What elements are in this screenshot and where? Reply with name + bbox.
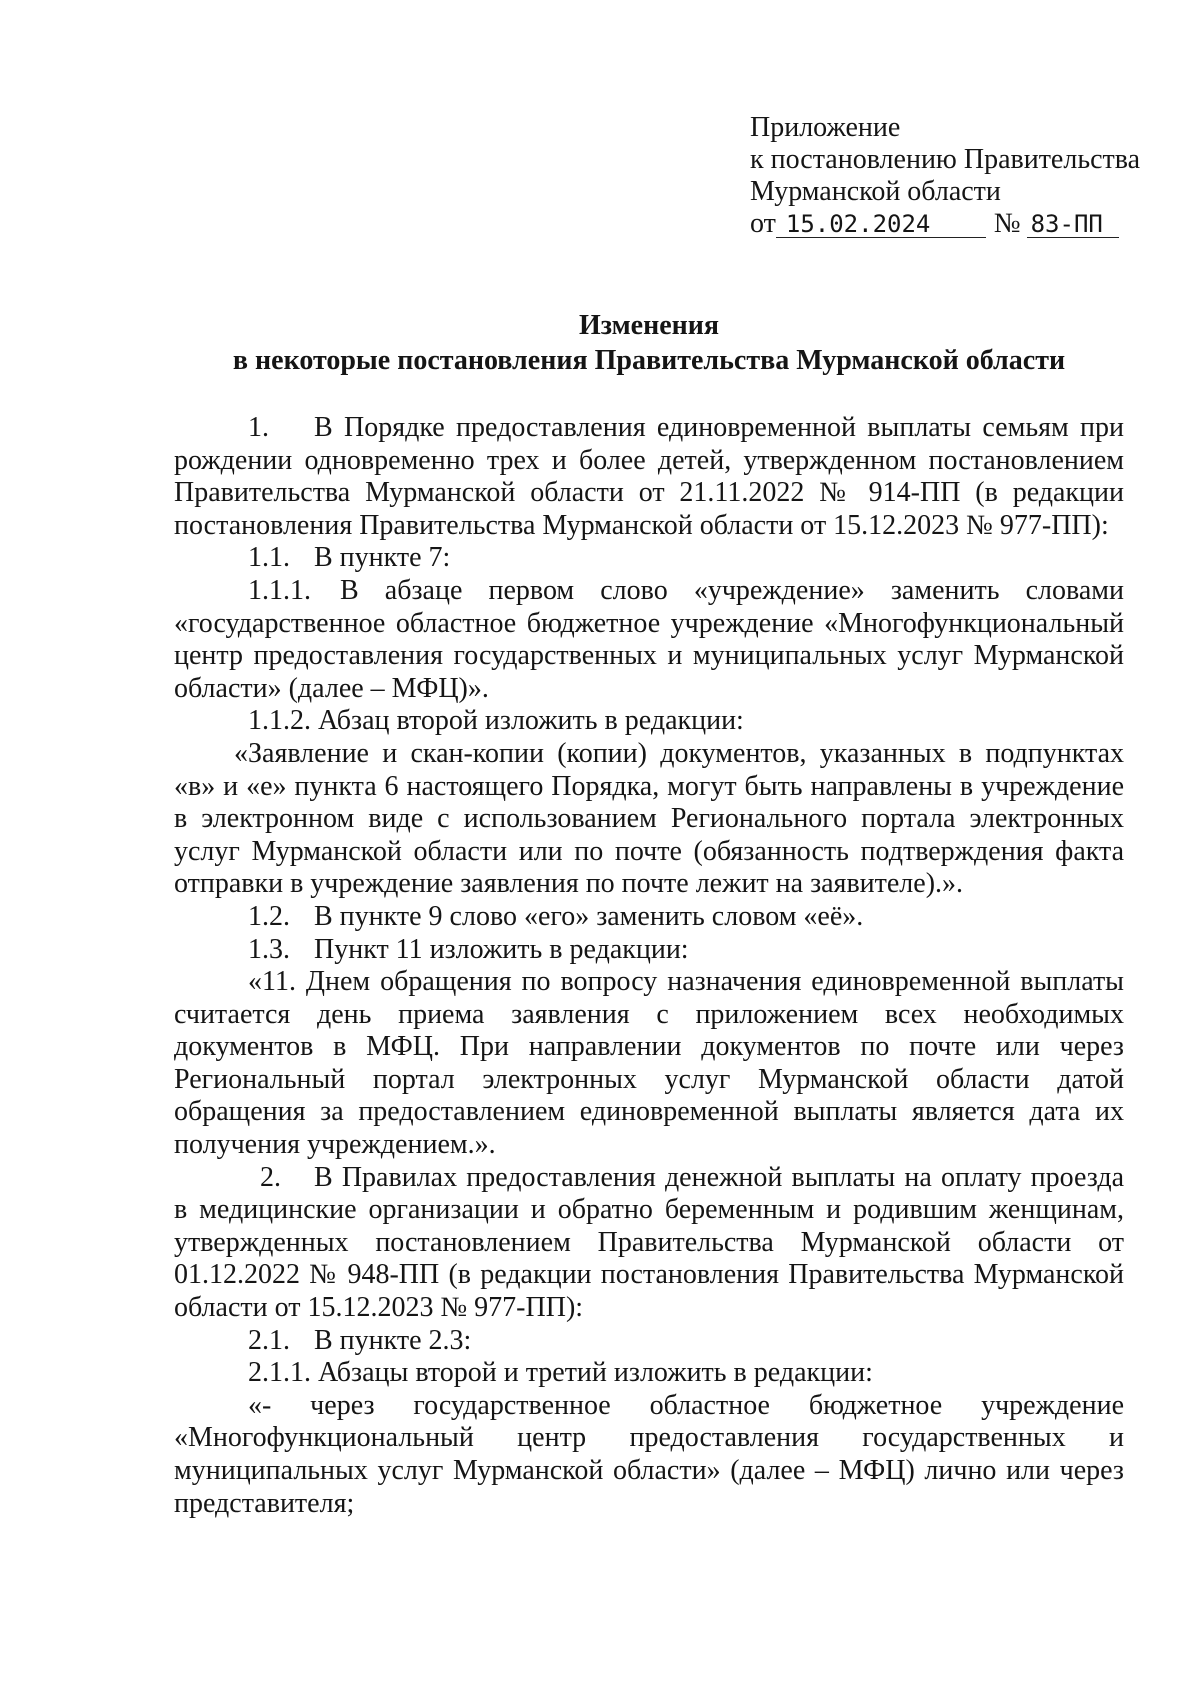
paragraph-2-1-1-quote: «- через государственное областное бюджетное учреждение «Многофункциональный центр предоставления государственных и муниципальных услуг Мурманской области» (далее – МФЦ) лично или через представителя; (174, 1389, 1124, 1519)
paragraph-1-3-number: 1.3. (248, 933, 290, 965)
paragraph-1-1-2: 1.1.2. Абзац второй изложить в редакции: (248, 705, 744, 737)
annex-number-label: № (993, 208, 1021, 239)
annex-date: 15.02.2024 (776, 211, 986, 238)
paragraph-2-1-number: 2.1. (248, 1324, 290, 1356)
paragraph-2 (174, 1162, 1124, 1325)
document-title (174, 308, 1124, 378)
paragraph-2-1 (174, 1325, 1124, 1358)
annex-from-label: от (750, 208, 776, 239)
paragraph-1-1-1 (174, 575, 1124, 705)
paragraph-1-1-text: В пункте 7: (314, 542, 451, 574)
paragraph-1-2 (174, 901, 1124, 934)
paragraph-1-number: 1. (248, 412, 269, 443)
paragraph-1-3-text: Пункт 11 изложить в редакции: (314, 933, 689, 965)
annex-line-1: Приложение (750, 112, 901, 143)
annex-line-3: Мурманской области (750, 176, 1001, 207)
annex-number: 83-ПП (1027, 211, 1119, 238)
annex-line-2: к постановлению Правительства (750, 144, 1141, 175)
paragraph-1-1 (174, 542, 1124, 575)
paragraph-2-1-1: 2.1.1. Абзацы второй и третий изложить в редакции: (248, 1357, 873, 1389)
title-line-1: Изменения (578, 310, 720, 341)
title-line-2: в некоторые постановления Правительства Мурманской области (232, 345, 1066, 376)
paragraph-1-3 (174, 934, 1124, 967)
paragraph-2-text: В Правилах предоставления денежной выплаты на оплату проезда в медицинские организации и обратно беременным и родившим женщинам, утвержденных постановлением Правительства Мурманской области от 01.12.2022 № 948-ПП (в редакции постановления Правительства Мурманской области от 15.12.2023 № 977-ПП): (174, 1161, 1124, 1324)
document-body (174, 412, 1124, 1520)
paragraph-1-3-quote: «11. Днем обращения по вопросу назначения единовременной выплаты считается день приема заявления с приложением всех необходимых документов в МФЦ. При направлении документов по почте или через Региональный портал электронных услуг Мурманской области датой обращения за предоставлением единовременной выплаты является дата их получения учреждением.». (174, 966, 1124, 1161)
paragraph-1-2-text: В пункте 9 слово «его» заменить словом «её». (314, 900, 864, 932)
paragraph-1-2-number: 1.2. (248, 900, 290, 932)
paragraph-2-number: 2. (260, 1161, 281, 1193)
paragraph-1-1-number: 1.1. (248, 542, 290, 574)
paragraph-1-1-2-quote: «Заявление и скан-копии (копии) документов, указанных в подпунктах «в» и «е» пункта 6 настоящего Порядка, могут быть направлены в учреждение в электронном виде с использованием Регионального портала электронных услуг Мурманской области или по почте (обязанность подтверждения факта отправки в учреждение заявления по почте лежит на заявителе).». (174, 737, 1124, 900)
annex-block (750, 112, 1170, 240)
paragraph-1-text: В Порядке предоставления единовременной выплаты семьям при рождении одновременно трех и более детей, утвержденном постановлением Правительства Мурманской области от 21.11.2022 № 914-ПП (в редакции постановления Правительства Мурманской области от 15.12.2023 № 977-ПП): (174, 412, 1124, 541)
paragraph-2-1-text: В пункте 2.3: (314, 1324, 472, 1356)
paragraph-1 (174, 412, 1124, 542)
paragraph-1-1-1-number: 1.1.1. (248, 574, 311, 606)
annex-date-line (750, 208, 1170, 240)
paragraph-1-1-1-text: В абзаце первом слово «учреждение» заменить словами «государственное областное бюджетное учреждение «Многофункциональный центр предоставления государственных и муниципальных услуг Мурманской области» (далее – МФЦ)». (174, 574, 1124, 704)
